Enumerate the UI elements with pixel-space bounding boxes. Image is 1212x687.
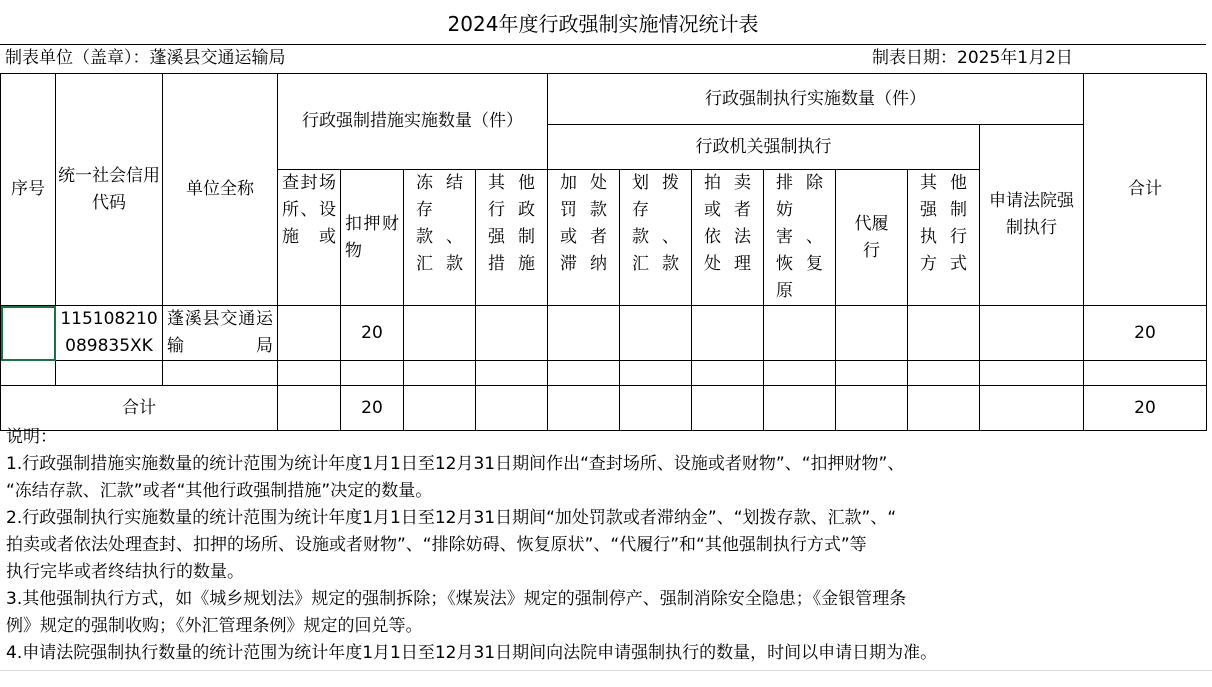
notes-heading: 说明： <box>6 427 57 447</box>
header-total[interactable]: 合计 <box>1084 74 1207 306</box>
header-unit-name[interactable]: 单位全称 <box>163 74 278 306</box>
statistics-table <box>0 73 1207 431</box>
header-detain[interactable]: 扣押财物 <box>341 170 404 306</box>
cell-court[interactable] <box>980 306 1084 361</box>
cell-detain[interactable]: 20 <box>341 306 404 361</box>
empty-cell[interactable] <box>404 361 476 386</box>
cell-total[interactable]: 20 <box>1084 306 1207 361</box>
header-auction[interactable]: 拍卖或者依法处理 <box>692 170 764 306</box>
table-title: 2024年度行政强制实施情况统计表 <box>0 0 1206 45</box>
header-court-exec[interactable]: 申请法院强制执行 <box>980 125 1084 306</box>
header-fine[interactable]: 加处罚款或者滞纳 <box>548 170 620 306</box>
cell-fine[interactable] <box>548 306 620 361</box>
empty-cell[interactable] <box>620 361 692 386</box>
notes <box>6 424 1206 667</box>
note-line: 3.其他强制执行方式，如《城乡规划法》规定的强制拆除；《煤炭法》规定的强制停产、强制消除安全隐患；《金银管理条 <box>6 589 907 609</box>
empty-cell[interactable] <box>980 361 1084 386</box>
note-line: 1.行政强制措施实施数量的统计范围为统计年度1月1日至12月31日期间作出“查封场所、设施或者财物”、“扣押财物”、 <box>6 454 905 474</box>
table-row <box>1 361 1207 386</box>
header-freeze[interactable]: 冻结存款、汇款 <box>404 170 476 306</box>
note-line: 2.行政强制执行实施数量的统计范围为统计年度1月1日至12月31日期间“加处罚款或者滞纳金”、“划拨存款、汇款”、“ <box>6 508 897 528</box>
note-line: 4.申请法院强制执行数量的统计范围为统计年度1月1日至12月31日期间向法院申请强制执行的数量，时间以申请日期为准。 <box>6 643 938 663</box>
empty-cell[interactable] <box>278 361 341 386</box>
empty-cell[interactable] <box>764 361 836 386</box>
note-line: 执行完毕或者终结执行的数量。 <box>6 562 244 582</box>
empty-cell[interactable] <box>692 361 764 386</box>
cell-unit-name[interactable]: 蓬溪县交通运输局 <box>163 306 278 361</box>
header-remove[interactable]: 排除妨害、恢复原 <box>764 170 836 306</box>
empty-cell[interactable] <box>1 361 56 386</box>
sheet-gridline <box>0 670 1212 671</box>
header-other-exec[interactable]: 其他强制执行方式 <box>908 170 980 306</box>
total-label[interactable]: 合计 <box>1 386 278 431</box>
note-line: 例》规定的强制收购；《外汇管理条例》规定的回兑等。 <box>6 616 423 636</box>
table-row <box>1 306 1207 361</box>
header-measures-group[interactable]: 行政强制措施实施数量（件） <box>278 74 548 170</box>
header-admin-exec[interactable]: 行政机关强制执行 <box>548 125 980 170</box>
empty-cell[interactable] <box>548 361 620 386</box>
cell-seize[interactable] <box>278 306 341 361</box>
cell-auction[interactable] <box>692 306 764 361</box>
header-transfer[interactable]: 划拨存款、汇款 <box>620 170 692 306</box>
empty-cell[interactable] <box>56 361 163 386</box>
empty-cell[interactable] <box>476 361 548 386</box>
cell-other-exec[interactable] <box>908 306 980 361</box>
cell-credit-code[interactable]: 115108210089835XK <box>56 306 163 361</box>
empty-cell[interactable] <box>1084 361 1207 386</box>
cell-freeze[interactable] <box>404 306 476 361</box>
empty-cell[interactable] <box>341 361 404 386</box>
note-line: “冻结存款、汇款”或者“其他行政强制措施”决定的数量。 <box>6 481 433 501</box>
header-substitute[interactable]: 代履行 <box>836 170 908 306</box>
empty-cell[interactable] <box>836 361 908 386</box>
cell-seq[interactable] <box>1 306 56 361</box>
cell-transfer[interactable] <box>620 306 692 361</box>
total-detain[interactable]: 20 <box>341 386 404 431</box>
cell-other-measure[interactable] <box>476 306 548 361</box>
cell-remove[interactable] <box>764 306 836 361</box>
header-seq[interactable]: 序号 <box>1 74 56 306</box>
date-label: 制表日期：2025年1月2日 <box>872 48 1073 68</box>
header-other-measure[interactable]: 其他行政强制措施 <box>476 170 548 306</box>
header-seize[interactable]: 查封场所、设施或 <box>278 170 341 306</box>
empty-cell[interactable] <box>163 361 278 386</box>
note-line: 拍卖或者依法处理查封、扣押的场所、设施或者财物”、“排除妨碍、恢复原状”、“代履行”和“其他强制执行方式”等 <box>6 535 867 555</box>
total-sum[interactable]: 20 <box>1084 386 1207 431</box>
unit-label: 制表单位（盖章）：蓬溪县交通运输局 <box>5 48 286 68</box>
empty-cell[interactable] <box>908 361 980 386</box>
cell-substitute[interactable] <box>836 306 908 361</box>
header-exec-group[interactable]: 行政强制执行实施数量（件） <box>548 74 1084 125</box>
header-credit-code[interactable]: 统一社会信用代码 <box>56 74 163 306</box>
